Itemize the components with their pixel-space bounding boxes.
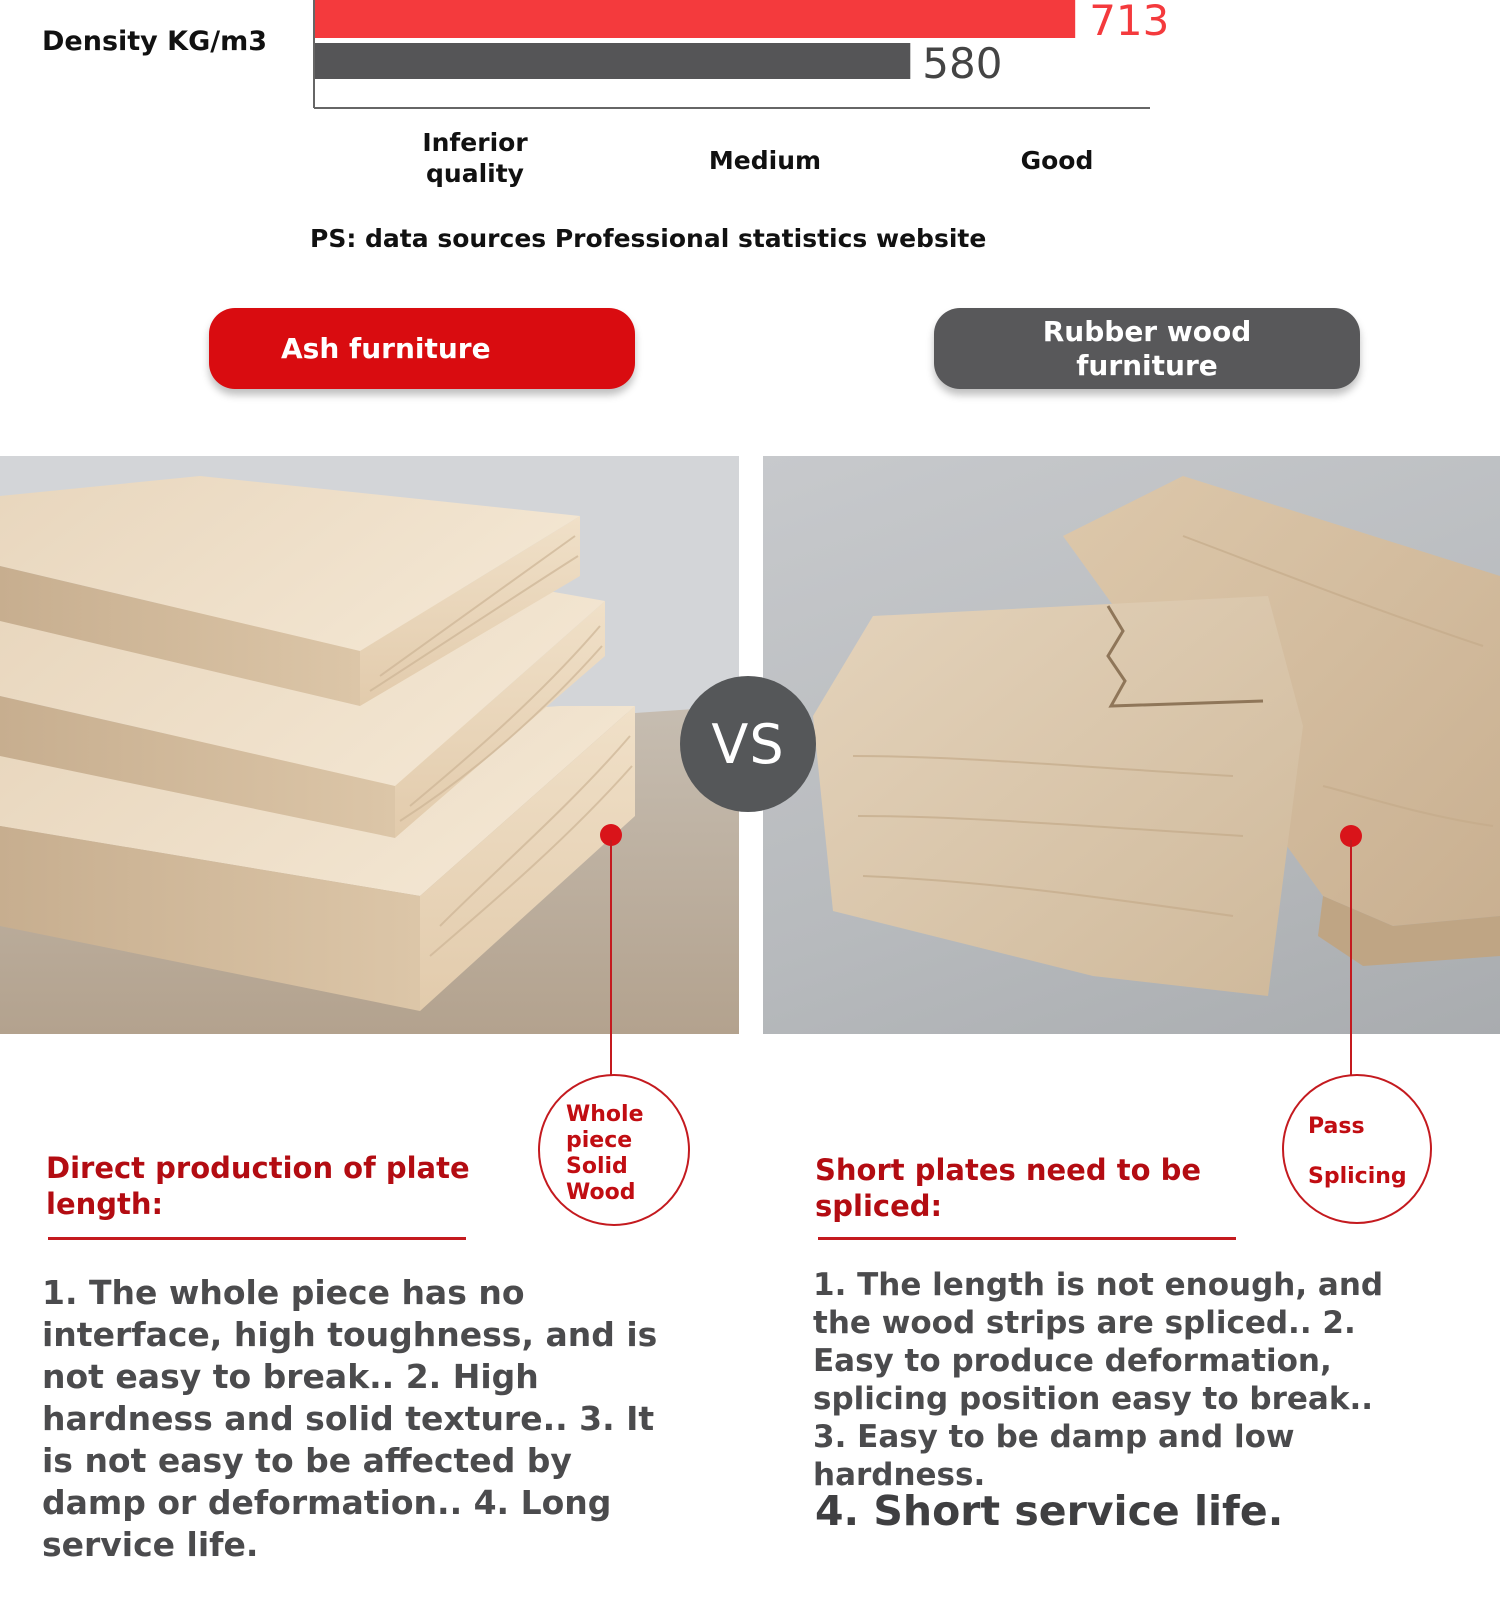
ash-furniture-pill: Ash furniture [209,308,635,389]
ash-planks-illustration [0,456,739,1034]
ash-headline-rule [48,1237,466,1240]
rubber-headline: Short plates need to be spliced: [815,1153,1202,1223]
rubber-callout-circle [1282,1074,1432,1224]
ash-callout-circle [538,1074,690,1226]
category-inferior-line1: Inferior [422,128,528,157]
rubber-description-last: 4. Short service life. [815,1487,1284,1535]
ash-headline: Direct production of plate length: [46,1151,470,1221]
rubber-wood-illustration [763,456,1500,1034]
category-inferior-line2: quality [426,159,524,188]
ash-callout-word-4: Wood [566,1180,636,1205]
rubber-description: 1. The length is not enough, and the wood strips are spliced.. 2. Easy to produce deformation, splicing position easy to break.. 3. Easy to be damp and low hardness. [813,1267,1384,1493]
bar-rubber-value: 580 [922,39,1003,88]
rubber-wood-furniture-pill [934,308,1360,389]
category-inferior [400,127,550,189]
ash-wood-planks-photo [0,456,739,1034]
category-good: Good [1020,146,1094,175]
rubber-headline-rule [818,1237,1236,1240]
bar-ash-value: 713 [1089,0,1170,45]
rubber-wood-spliced-photo [763,456,1500,1034]
rubber-callout-word-2: Splicing [1308,1164,1407,1189]
ash-callout-word-1: Whole [566,1102,644,1127]
ash-description: 1. The whole piece has no interface, high toughness, and is not easy to break.. 2. High hardness and solid texture.. 3. It is not easy to be affected by damp or deformation.. 4. Long service life. [42,1273,658,1564]
rubber-callout-line [1350,840,1352,1076]
rubber-wood-pill-label: Rubber wood furniture [1042,314,1252,382]
category-medium: Medium [708,146,822,175]
ash-callout-word-2: piece [566,1128,633,1153]
rubber-callout-word-1: Pass [1308,1114,1365,1139]
bar-rubber [314,43,910,79]
ash-callout-word-3: Solid [566,1154,628,1179]
density-label: Density KG/m3 [42,26,268,57]
ash-callout-line [610,840,612,1076]
density-bar-chart [300,0,1170,120]
data-source-note: PS: data sources Professional statistics website [310,224,987,253]
bar-ash [314,0,1075,38]
vs-badge: VS [680,676,816,812]
